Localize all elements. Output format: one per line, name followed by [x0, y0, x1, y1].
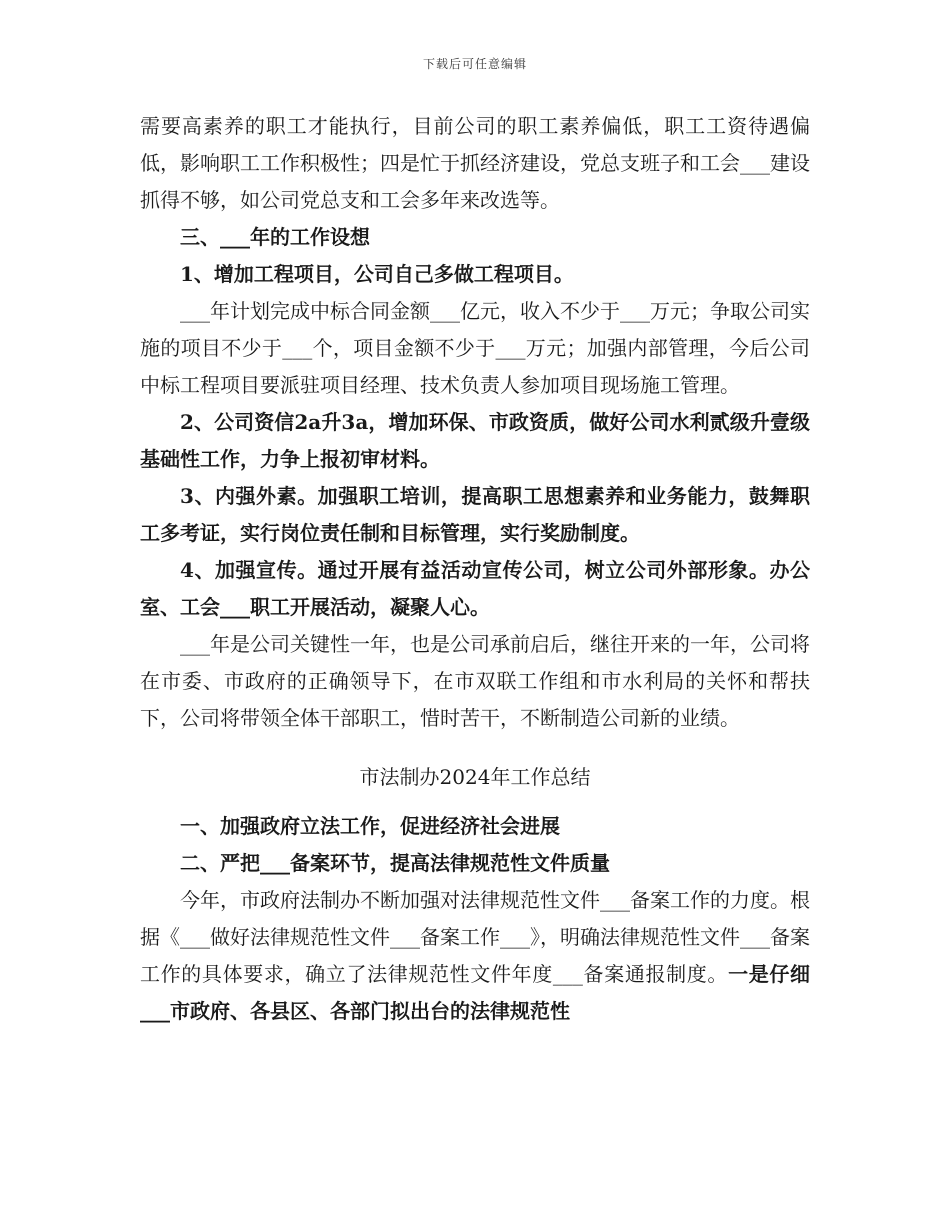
paragraph-continuation: 需要高素养的职工才能执行，目前公司的职工素养偏低，职工工资待遇偏低，影响职工工作积极性；四是忙于抓经济建设，党总支班子和工会___建设抓得不够，如公司党总支和工会多年来改选等。 — [140, 114, 810, 212]
body-text: 今年，市政府法制办不断加强对法律规范性文件___备案工作的力度。根据《___做好法律规范性文件___备案工作___》，明确法律规范性文件___备案工作的具体要求，确立了法律规范性文件年度___备案通报制度。 — [140, 888, 810, 986]
document-body — [140, 108, 810, 1030]
heading-2: 二、严把___备案环节，提高法律规范性文件质量 — [180, 851, 610, 875]
item-1-body: ___年计划完成中标合同金额___亿元，收入不少于___万元；争取公司实施的项目不少于___个，项目金额不少于___万元；加强内部管理，今后公司中标工程项目要派驻项目经理、技术负责人参加项目现场施工管理。 — [140, 299, 810, 397]
item-2: 2、公司资信2a升3a，增加环保、市政资质，做好公司水利贰级升壹级基础性工作，力争上报初审材料。 — [140, 410, 810, 471]
body-paragraph — [140, 882, 810, 1030]
item-1-heading: 1、增加工程项目，公司自己多做工程项目。 — [180, 262, 574, 286]
body-bold-text: 一是仔细___市政府、各县区、各部门拟出台的法律规范性 — [140, 962, 811, 1023]
section-heading-3: 三、___年的工作设想 — [180, 225, 370, 249]
document-title: 市法制办2024年工作总结 — [359, 765, 591, 789]
closing-paragraph: ___年是公司关键性一年，也是公司承前启后，继往开来的一年，公司将在市委、市政府的正确领导下，在市双联工作组和市水利局的关怀和帮扶下，公司将带领全体干部职工，惜时苦干，不断制造公司新的业绩。 — [140, 632, 810, 730]
header-note: 下载后可任意编辑 — [422, 57, 527, 71]
item-3: 3、内强外素。加强职工培训，提高职工思想素养和业务能力，鼓舞职工多考证，实行岗位责任制和目标管理，实行奖励制度。 — [140, 484, 810, 545]
heading-1: 一、加强政府立法工作，促进经济社会进展 — [180, 814, 560, 838]
item-4: 4、加强宣传。通过开展有益活动宣传公司，树立公司外部形象。办公室、工会___职工开展活动，凝聚人心。 — [140, 558, 810, 619]
